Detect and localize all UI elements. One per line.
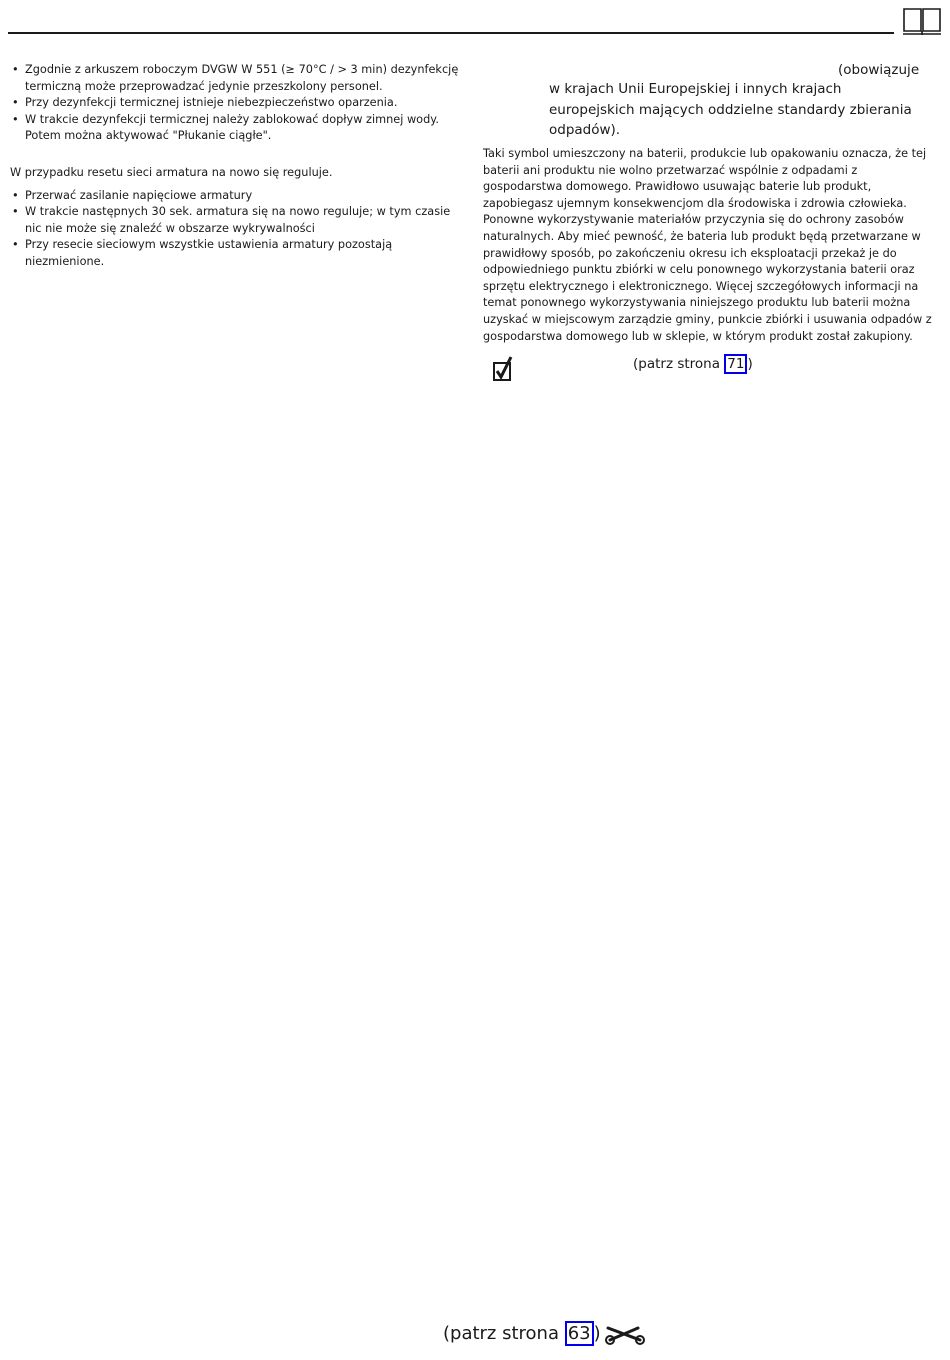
page-ref-prefix: (patrz strona — [633, 356, 725, 372]
list-item: • Przy resecie sieciowym wszystkie ustawienia armatury pozostają niezmienione. — [10, 237, 470, 270]
eu-note: w krajach Unii Europejskiej i innych krajach europejskich mających oddzielne standardy zbierania odpadów). — [549, 81, 912, 138]
page-ref-prefix: (patrz strona — [443, 1323, 565, 1344]
page-reference — [633, 354, 753, 374]
list-item: • Zgodnie z arkuszem roboczym DVGW W 551 (≥ 70°C / > 3 min) dezynfekcję termiczną może przeprowadzać jedynie przeszkolony personel. — [10, 62, 470, 95]
checkbox-checked-icon — [492, 355, 514, 383]
header-rule — [8, 32, 894, 34]
page-link-63[interactable]: 63 — [565, 1321, 594, 1346]
wrench-icon — [604, 1320, 646, 1348]
applies-note: (obowiązuje — [838, 62, 920, 78]
page-ref-suffix: ) — [747, 356, 753, 372]
footer-page-reference — [443, 1321, 601, 1347]
page-ref-suffix: ) — [593, 1323, 601, 1344]
reset-list — [10, 188, 470, 271]
left-column — [10, 62, 470, 271]
list-item: • Przerwać zasilanie napięciowe armatury — [10, 188, 470, 205]
list-item: • W trakcie dezynfekcji termicznej należy zablokować dopływ zimnej wody. Potem można aktywować "Płukanie ciągłe". — [10, 112, 470, 145]
disposal-text: Taki symbol umieszczony na baterii, produkcie lub opakowaniu oznacza, że tej baterii ani produktu nie wolno przetwarzać wspólnie z odpadami z gospodarstwa domowego. Prawidłowo usuwając baterie lub produkt, zapobiegasz ujemnym konsekwencjom dla środowiska i zdrowia człowieka. Ponowne wykorzystywanie materiałów przyczynia się do ochrony zasobów naturalnych. Aby mieć pewność, że bateria lub produkt będą przetwarzane w prawidłowy sposób, po zakończeniu okresu ich eksploatacji przekaż je do odpowiedniego punktu zbiórki w celu ponownego wykorzystania baterii oraz sprzętu elektrycznego i elektronicznego. Więcej szczegółowych informacji na temat ponownego wykorzystywania niniejszego produktu lub baterii można uzyskać w miejscowym zarządzie gminy, punkcie zbiórki i usuwania odpadów z gospodarstwa domowego lub w sklepie, w którym produkt został zakupiony. — [483, 147, 932, 343]
list-item: • Przy dezynfekcji termicznej istnieje niebezpieczeństwo oparzenia. — [10, 95, 470, 112]
reset-intro: W przypadku resetu sieci armatura na nowo się reguluje. — [10, 165, 333, 179]
page-link-71[interactable]: 71 — [724, 354, 747, 374]
list-item: • W trakcie następnych 30 sek. armatura się na nowo reguluje; w tym czasie nic nie może się znaleźć w obszarze wykrywalności — [10, 204, 470, 237]
disinfection-list — [10, 62, 470, 145]
book-icon — [902, 6, 942, 36]
